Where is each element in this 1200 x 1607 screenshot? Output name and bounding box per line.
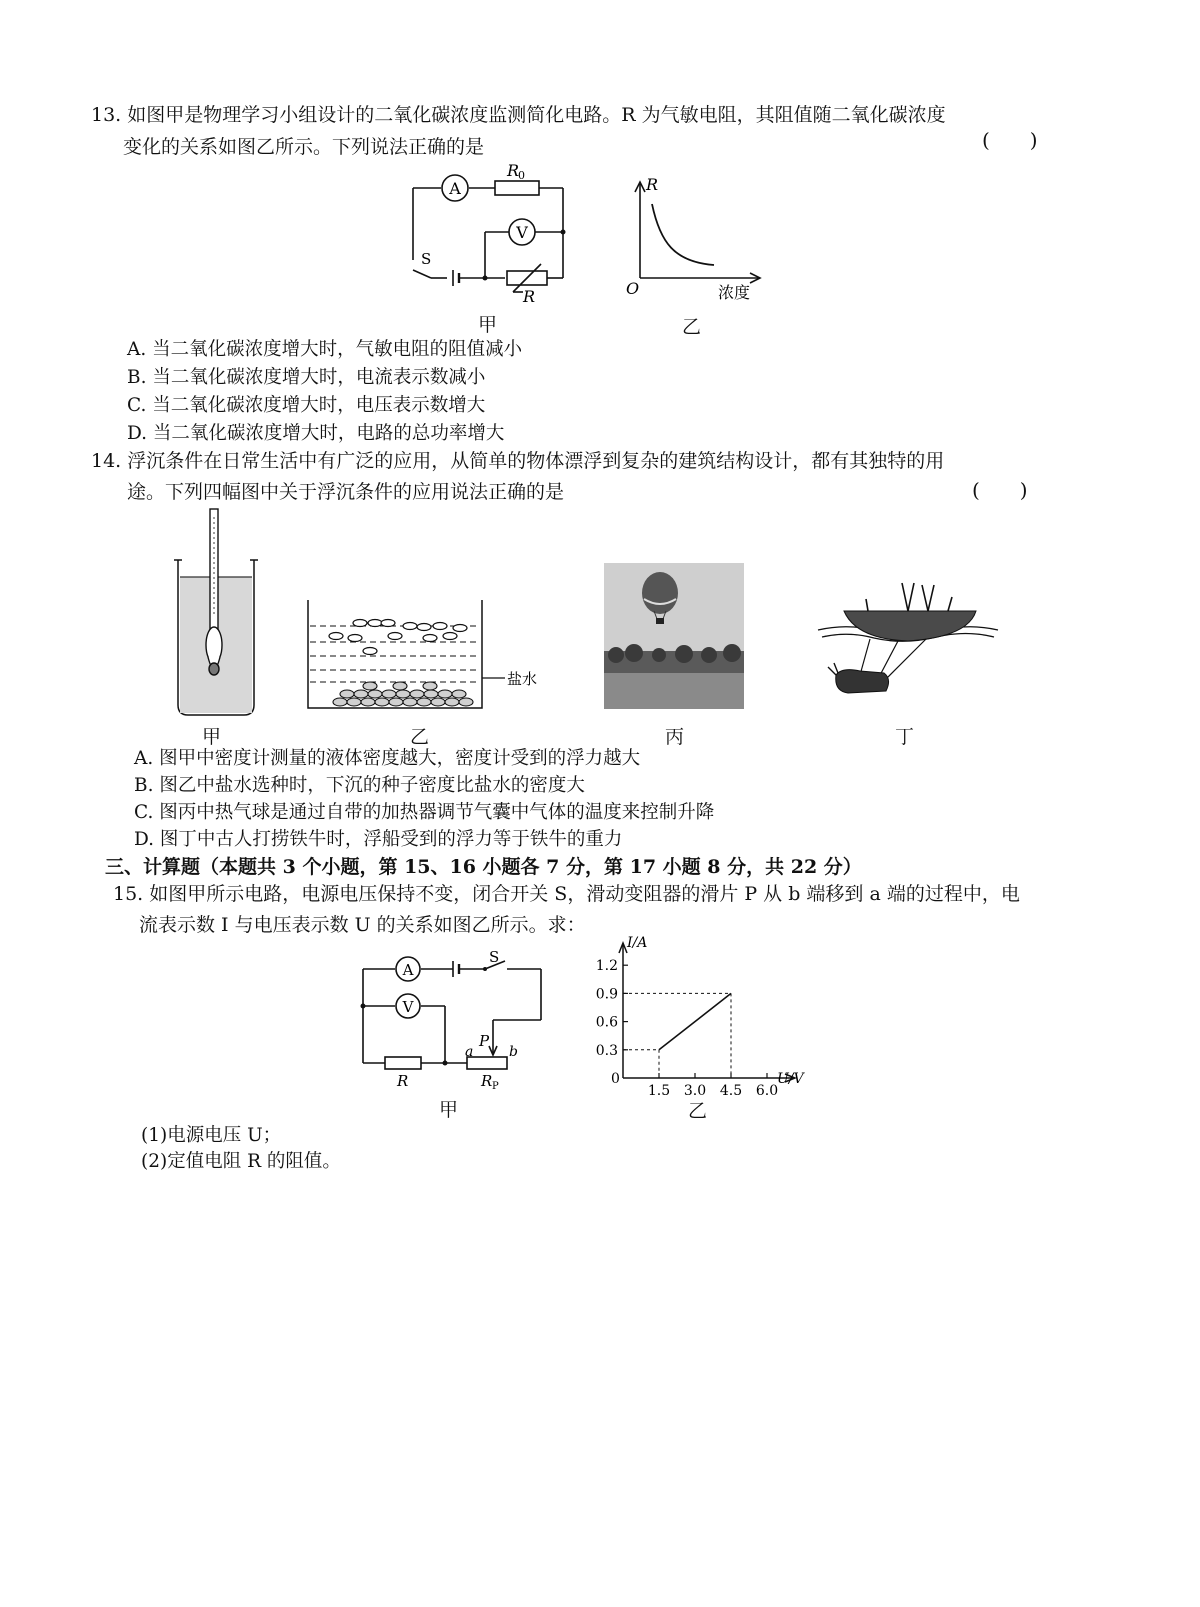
- voltmeter-label: V: [516, 223, 528, 242]
- q13-option-c[interactable]: C. 当二氧化碳浓度增大时，电压表示数增大: [127, 395, 486, 416]
- y-tick-label: 1.2: [595, 958, 618, 975]
- rheostat-label: R: [481, 1072, 493, 1090]
- graph-origin: O: [626, 279, 640, 298]
- q14-option-b[interactable]: B. 图乙中盐水选种时，下沉的种子密度比盐水的密度大: [134, 775, 585, 796]
- q14-stem-line2: 途。下列四幅图中关于浮沉条件的应用说法正确的是: [127, 481, 565, 503]
- sensor-label: R: [523, 287, 536, 305]
- q13-option-b[interactable]: B. 当二氧化碳浓度增大时，电流表示数减小: [127, 367, 486, 388]
- q15-fig1-caption: 甲: [439, 1099, 459, 1121]
- x-tick-label: 6.0: [755, 1083, 779, 1095]
- q14-fig3-caption: 丙: [665, 726, 685, 748]
- q14-fig2-caption: 乙: [410, 726, 430, 748]
- x-tick-label: 3.0: [683, 1083, 707, 1095]
- q15-sub-question-1: (1)电源电压 U；: [141, 1125, 282, 1146]
- y-tick-label: 0.3: [595, 1042, 618, 1059]
- r0-label: R: [507, 161, 520, 180]
- x-tick-label: 1.5: [647, 1083, 671, 1095]
- hydrometer-figure: [160, 505, 270, 720]
- iu-origin: 0: [611, 1071, 620, 1087]
- q14-fig1-caption: 甲: [202, 726, 222, 748]
- q14-answer-bracket[interactable]: ( ): [972, 478, 1028, 502]
- q15-stem-line2: 流表示数 I 与电压表示数 U 的关系如图乙所示。求：: [139, 914, 586, 936]
- salt-water-label: 盐水: [507, 670, 538, 688]
- q13-stem-line1: 13. 如图甲是物理学习小组设计的二氧化碳浓度监测简化电路。R 为气敏电阻，其阻值随二氧化碳浓度: [91, 104, 946, 126]
- q15-ammeter-label: A: [402, 961, 414, 979]
- r0-subscript: 0: [518, 169, 525, 182]
- slider-label: P: [479, 1032, 490, 1050]
- iu-x-axis-label: U/V: [777, 1071, 804, 1087]
- ammeter-label: A: [449, 179, 461, 198]
- end-a-label: a: [465, 1044, 474, 1060]
- rheostat-subscript: P: [492, 1081, 499, 1092]
- q15-fig2-caption: 乙: [688, 1100, 708, 1122]
- q15-sub-question-2: (2)定值电阻 R 的阻值。: [141, 1151, 341, 1172]
- graph-y-label: R: [646, 175, 659, 194]
- q14-stem-line1: 14. 浮沉条件在日常生活中有广泛的应用，从简单的物体漂浮到复杂的建筑结构设计，都有其独特的用: [91, 450, 945, 472]
- q13-stem-line2: 变化的关系如图乙所示。下列说法正确的是: [123, 136, 485, 158]
- iron-ox-salvage-figure: [808, 575, 1003, 715]
- x-tick-label: 4.5: [719, 1083, 743, 1095]
- q13-circuit-diagram: [395, 160, 585, 305]
- graph-x-label: 浓度: [718, 283, 751, 302]
- q14-option-c[interactable]: C. 图丙中热气球是通过自带的加热器调节气囊中气体的温度来控制升降: [134, 802, 715, 823]
- q13-fig2-caption: 乙: [682, 316, 702, 338]
- y-tick-label: 0.9: [595, 986, 618, 1003]
- q15-circuit-diagram: [355, 948, 550, 1093]
- hot-air-balloon-photo: [604, 563, 744, 709]
- q15-voltmeter-label: V: [402, 998, 414, 1016]
- q15-switch-label: S: [489, 948, 500, 966]
- q14-option-d[interactable]: D. 图丁中古人打捞铁牛时，浮船受到的浮力等于铁牛的重力: [134, 829, 623, 850]
- salt-water-figure: [300, 596, 550, 714]
- switch-label: S: [421, 250, 432, 268]
- q14-fig4-caption: 丁: [895, 726, 915, 748]
- y-tick-label: 0.6: [595, 1014, 618, 1031]
- q13-option-d[interactable]: D. 当二氧化碳浓度增大时，电路的总功率增大: [127, 423, 505, 444]
- q13-resistance-graph: [622, 170, 772, 305]
- q13-answer-bracket[interactable]: ( ): [982, 128, 1038, 152]
- q13-fig1-caption: 甲: [478, 314, 498, 336]
- iu-series-line: [659, 993, 731, 1049]
- q13-option-a[interactable]: A. 当二氧化碳浓度增大时，气敏电阻的阻值减小: [127, 339, 523, 360]
- section-3-heading: 三、计算题（本题共 3 个小题，第 15、16 小题各 7 分，第 17 小题 8 分，共 22 分）: [105, 856, 862, 878]
- iu-graph: [585, 935, 815, 1095]
- q15-stem-line1: 15. 如图甲所示电路，电源电压保持不变，闭合开关 S，滑动变阻器的滑片 P 从 b 端移到 a 端的过程中，电: [113, 883, 1020, 905]
- q14-option-a[interactable]: A. 图甲中密度计测量的液体密度越大，密度计受到的浮力越大: [134, 748, 641, 769]
- iu-y-axis-label: I/A: [627, 935, 648, 951]
- end-b-label: b: [509, 1044, 518, 1060]
- resistor-r-label: R: [397, 1072, 409, 1090]
